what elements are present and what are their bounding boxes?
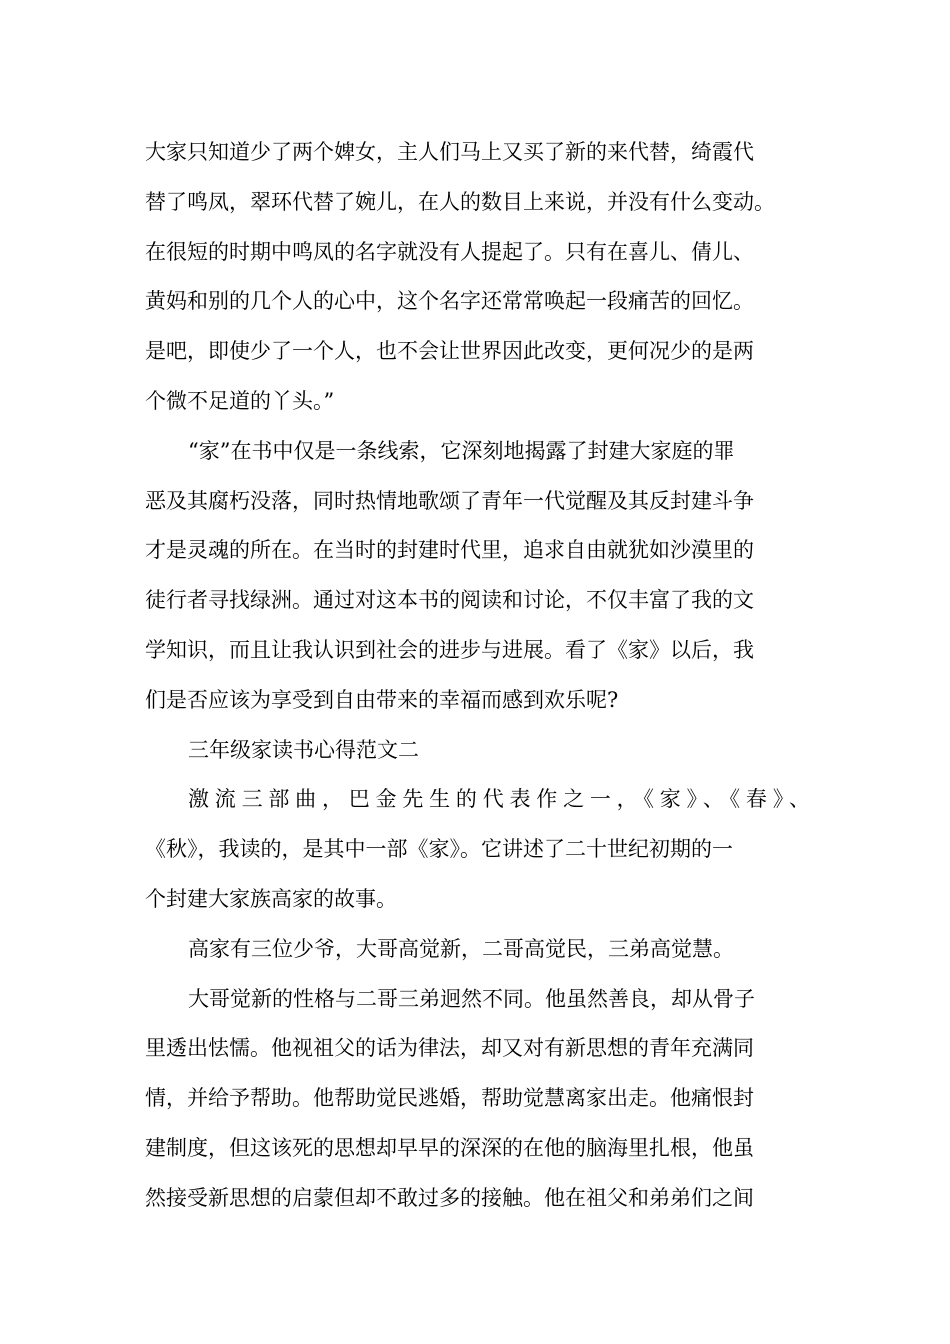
text-line: 个微不足道的丫头。” (145, 388, 335, 413)
text-line: 学知识，而且让我认识到社会的进步与进展。看了《家》以后，我 (145, 637, 754, 662)
text-line: 恶及其腐朽没落，同时热情地歌颂了青年一代觉醒及其反封建斗争 (145, 488, 754, 513)
document-body (145, 128, 810, 1224)
text-line: 建制度，但这该死的思想却早早的深深的在他的脑海里扎根，他虽 (145, 1135, 754, 1160)
text-line: 大家只知道少了两个婢女，主人们马上又买了新的来代替，绮霞代 (145, 140, 754, 164)
text-line: 徒行者寻找绿洲。通过对这本书的阅读和讨论，不仅丰富了我的文 (145, 588, 754, 613)
paragraph-start-line: 高家有三位少爷，大哥高觉新，二哥高觉民，三弟高觉慧。 (188, 936, 734, 961)
text-line: 在很短的时期中鸣凤的名字就没有人提起了。只有在喜儿、倩儿、 (145, 239, 754, 264)
section-heading: 三年级家读书心得范文二 (188, 737, 419, 762)
paragraph-start-line: “家”在书中仅是一条线索，它深刻地揭露了封建大家庭的罪 (188, 438, 735, 463)
text-line: 才是灵魂的所在。在当时的封建时代里，追求自由就犹如沙漠里的 (145, 538, 754, 563)
text-line: 里透出怯懦。他视祖父的话为律法，却又对有新思想的青年充满同 (145, 1036, 754, 1061)
text-line: 替了鸣凤，翠环代替了婉儿，在人的数目上来说，并没有什么变动。 (145, 189, 775, 214)
text-line: 们是否应该为享受到自由带来的幸福而感到欢乐呢? (145, 687, 619, 712)
text-line: 是吧，即使少了一个人，也不会让世界因此改变，更何况少的是两 (145, 339, 754, 364)
text-line: 黄妈和别的几个人的心中，这个名字还常常唤起一段痛苦的回忆。 (145, 289, 754, 314)
text-line: 《秋》，我读的，是其中一部《家》。它讲述了二十世纪初期的一 (145, 837, 733, 862)
text-line: 情，并给予帮助。他帮助觉民逃婚，帮助觉慧离家出走。他痛恨封 (145, 1086, 754, 1111)
text-line: 然接受新思想的启蒙但却不敢过多的接触。他在祖父和弟弟们之间 (145, 1185, 754, 1210)
text-line: 个封建大家族高家的故事。 (145, 886, 397, 911)
paragraph-start-line: 激流三部曲，巴金先生的代表作之一，《家》、《春》、 (188, 787, 810, 812)
paragraph-start-line: 大哥觉新的性格与二哥三弟迥然不同。他虽然善良，却从骨子 (188, 986, 755, 1011)
